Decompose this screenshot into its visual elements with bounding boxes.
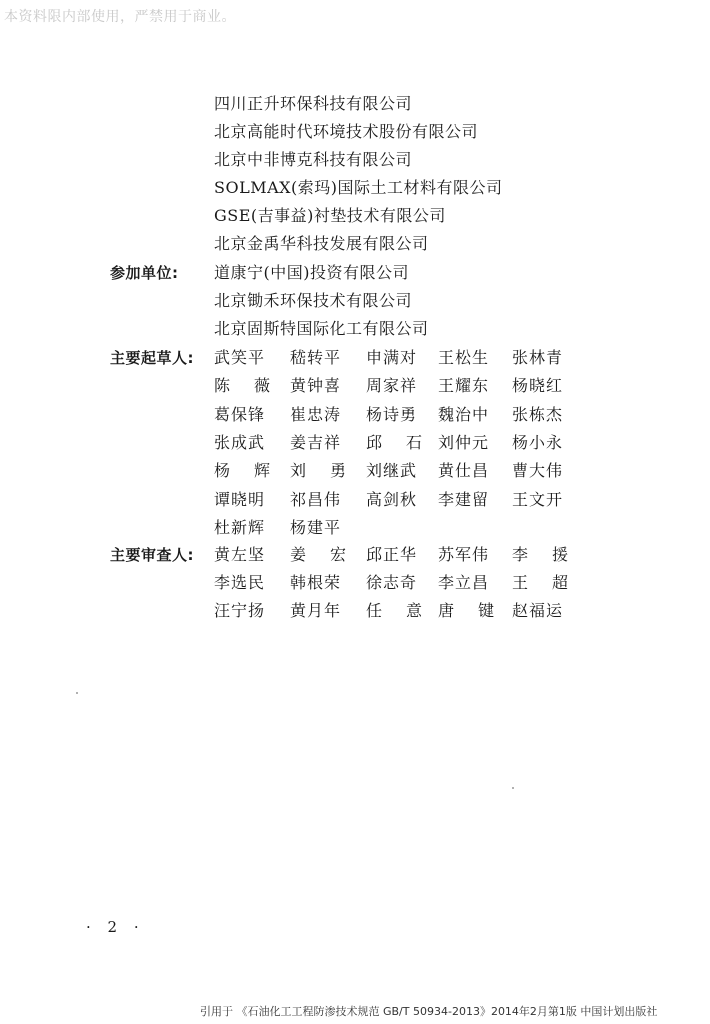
- person-name: 黄仕昌: [438, 461, 490, 481]
- person-name: 祁昌伟: [290, 489, 342, 509]
- person-name: 高剑秋: [366, 489, 418, 509]
- company-item: GSE(吉事益)衬垫技术有限公司: [214, 206, 446, 225]
- participating-units-label: 参加单位:: [110, 264, 179, 282]
- person-name: 徐志奇: [366, 573, 418, 592]
- drafters-label: 主要起草人:: [110, 349, 194, 367]
- person-name: 王文开: [512, 489, 564, 509]
- person-name: 李立昌: [438, 573, 490, 592]
- person-name: 任 意: [366, 601, 422, 620]
- company-item: 北京金禹华科技发展有限公司: [214, 234, 429, 253]
- person-name: 王耀东: [438, 376, 490, 396]
- person-name: 葛保锋: [214, 404, 266, 424]
- reviewers-label: 主要审查人:: [110, 546, 194, 564]
- person-name: 王松生: [438, 348, 490, 367]
- citation-footer: 引用于 《石油化工工程防渗技术规范 GB/T 50934-2013》2014年2月第1版 中国计划出版社: [200, 1005, 658, 1018]
- person-name: 武笑平: [214, 348, 266, 367]
- person-name: 黄月年: [290, 601, 342, 620]
- person-name: 赵福运: [512, 601, 564, 620]
- person-name: 魏治中: [438, 404, 490, 424]
- person-name: 唐 键: [438, 601, 494, 620]
- person-name: 黄钟喜: [290, 376, 342, 396]
- person-name: 曹大伟: [512, 461, 564, 481]
- person-name: 谭晓明: [214, 489, 266, 509]
- person-name: 杨小永: [512, 432, 564, 452]
- participating-unit-item: 道康宁(中国)投资有限公司: [214, 263, 409, 282]
- company-item: 北京高能时代环境技术股份有限公司: [214, 122, 479, 141]
- person-name: 申满对: [366, 348, 418, 367]
- person-name: 汪宁扬: [214, 601, 266, 620]
- company-item: 北京中非博克科技有限公司: [214, 150, 413, 169]
- person-name: 杨建平: [290, 517, 342, 537]
- person-name: 姜吉祥: [290, 432, 342, 452]
- person-name: 姜 宏: [290, 545, 346, 564]
- person-name: 杨 辉: [214, 461, 270, 481]
- person-name: 李 援: [512, 545, 568, 564]
- person-name: 李选民: [214, 573, 266, 592]
- person-name: 黄左坚: [214, 545, 266, 564]
- person-name: 邱 石: [366, 432, 422, 452]
- person-name: 刘 勇: [290, 461, 346, 481]
- person-name: 杨诗勇: [366, 404, 418, 424]
- participating-unit-item: 北京锄禾环保技术有限公司: [214, 291, 413, 310]
- person-name: 刘继武: [366, 461, 418, 481]
- person-name: 杜新辉: [214, 517, 266, 537]
- person-name: 陈 薇: [214, 376, 270, 396]
- scan-speck: [512, 787, 514, 789]
- person-name: 崔忠涛: [290, 404, 342, 424]
- person-name: 杨晓红: [512, 376, 564, 396]
- company-item: 四川正升环保科技有限公司: [214, 94, 413, 113]
- person-name: 李建留: [438, 489, 490, 509]
- person-name: 邱正华: [366, 545, 418, 564]
- participating-unit-item: 北京固斯特国际化工有限公司: [214, 319, 429, 338]
- person-name: 刘仲元: [438, 432, 490, 452]
- person-name: 苏军伟: [438, 545, 490, 564]
- watermark-text: 本资料限内部使用，严禁用于商业。: [4, 9, 236, 25]
- person-name: 周家祥: [366, 376, 418, 396]
- person-name: 韩根荣: [290, 573, 342, 592]
- person-name: 嵇转平: [290, 348, 342, 367]
- person-name: 张成武: [214, 432, 266, 452]
- person-name: 王 超: [512, 573, 568, 592]
- person-name: 张林青: [512, 348, 564, 367]
- page-number: · 2 ·: [86, 918, 145, 936]
- company-item: SOLMAX(索玛)国际土工材料有限公司: [214, 178, 503, 197]
- person-name: 张栋杰: [512, 404, 564, 424]
- scan-speck: [76, 692, 78, 694]
